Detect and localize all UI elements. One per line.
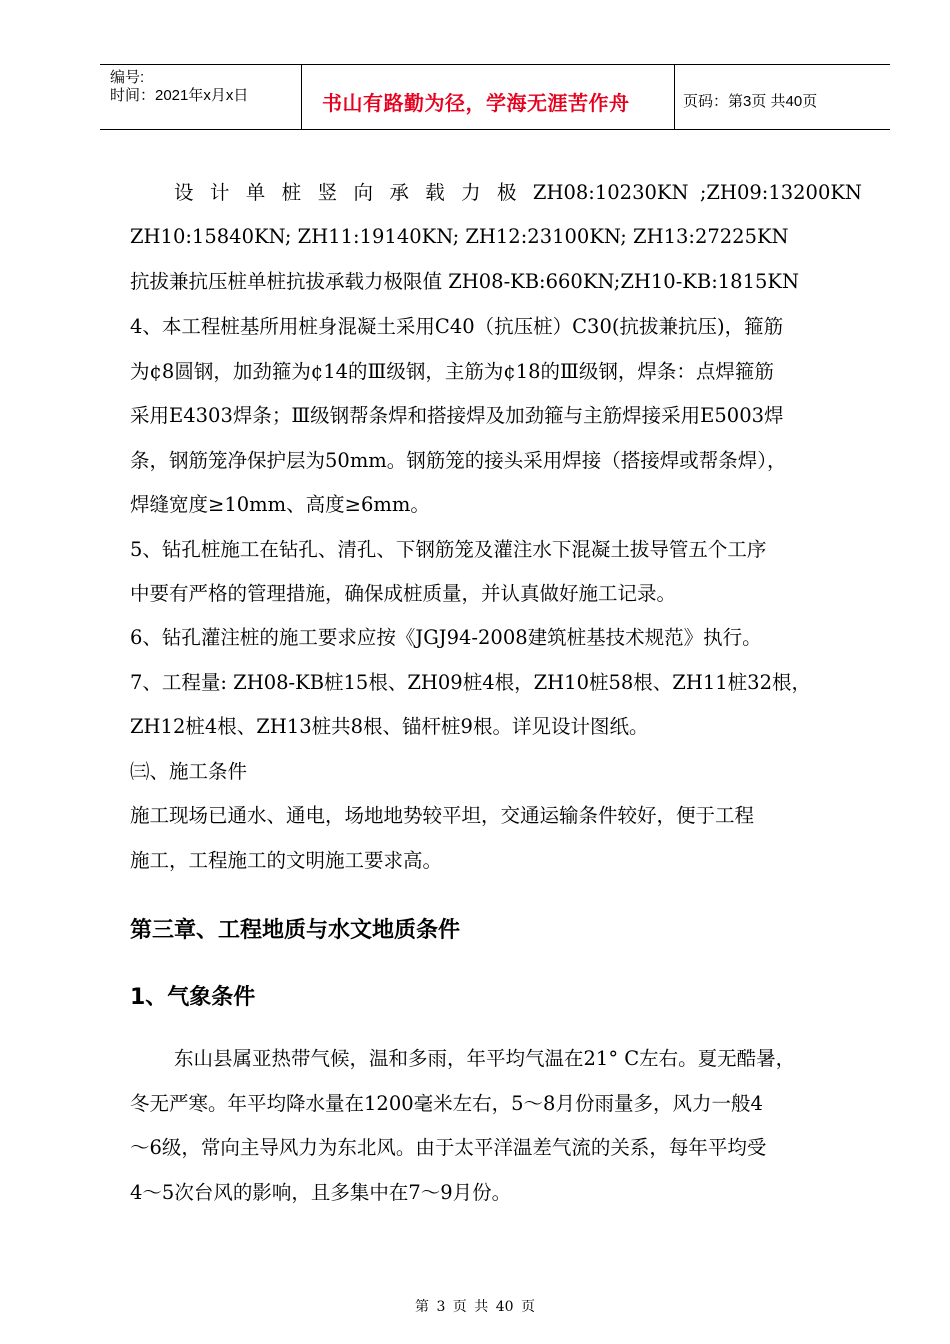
page-header	[100, 64, 890, 130]
header-motto-cell	[302, 65, 675, 129]
body-line: 设 计 单 桩 竖 向 承 载 力 极 ZH08:10230KN ;ZH09:13200KN	[174, 181, 862, 204]
time-label: 时间：2021年x月x日	[110, 87, 249, 104]
header-page-number: 页码：第3页 共40页	[683, 93, 818, 110]
body-line: ZH12桩4根、ZH13桩共8根、锚杆桩9根。详见设计图纸。	[130, 715, 649, 738]
body-line: 7、工程量: ZH08-KB桩15根、ZH09桩4根，ZH10桩58根、ZH11桩32根，	[130, 671, 811, 694]
serial-label: 编号:	[110, 69, 145, 86]
header-info-cell	[100, 65, 302, 129]
body-line: 条，钢筋笼净保护层为50mm。钢筋笼的接头采用焊接（搭接焊或帮条焊），	[130, 449, 787, 472]
climate-line: 4～5次台风的影响，且多集中在7～9月份。	[130, 1181, 512, 1204]
body-line: 中要有严格的管理措施，确保成桩质量，并认真做好施工记录。	[130, 582, 677, 605]
climate-line: 东山县属亚热带气候，温和多雨，年平均气温在21° C左右。夏无酷暑，	[174, 1047, 796, 1070]
body-line: 4、本工程桩基所用桩身混凝土采用C40（抗压桩）C30(抗拔兼抗压)，箍筋	[130, 315, 784, 338]
body-line: 焊缝宽度≥10mm、高度≥6mm。	[130, 493, 430, 516]
body-line: ㈢、施工条件	[130, 760, 248, 783]
header-page-cell	[675, 65, 890, 129]
body-line: 施工现场已通水、通电，场地地势较平坦，交通运输条件较好，便于工程	[130, 804, 755, 827]
climate-line: 冬无严寒。年平均降水量在1200毫米左右，5～8月份雨量多，风力一般4	[130, 1092, 763, 1115]
chapter-heading: 第三章、工程地质与水文地质条件	[130, 918, 461, 943]
body-line: 为¢8圆钢，加劲箍为¢14的Ⅲ级钢，主筋为¢18的Ⅲ级钢，焊条：点焊箍筋	[130, 360, 774, 383]
motto-text: 书山有路勤为径，学海无涯苦作舟	[322, 91, 630, 115]
body-line: 采用E4303焊条；Ⅲ级钢帮条焊和搭接焊及加劲箍与主筋焊接采用E5003焊	[130, 404, 784, 427]
body-line: 5、钻孔桩施工在钻孔、清孔、下钢筋笼及灌注水下混凝土拔导管五个工序	[130, 538, 767, 561]
body-line: 施工，工程施工的文明施工要求高。	[130, 849, 443, 872]
section-heading: 1、气象条件	[130, 985, 256, 1010]
footer-page-number: 第 3 页 共 40 页	[415, 1299, 535, 1315]
body-line: ZH10:15840KN; ZH11:19140KN; ZH12:23100KN; ZH13:27225KN	[130, 225, 789, 248]
body-line: 抗拔兼抗压桩单桩抗拔承载力极限值 ZH08-KB:660KN;ZH10-KB:1815KN	[130, 270, 800, 293]
body-line: 6、钻孔灌注桩的施工要求应按《JGJ94-2008建筑桩基技术规范》执行。	[130, 626, 762, 649]
climate-line: ～6级，常向主导风力为东北风。由于太平洋温差气流的关系，每年平均受	[130, 1136, 767, 1159]
